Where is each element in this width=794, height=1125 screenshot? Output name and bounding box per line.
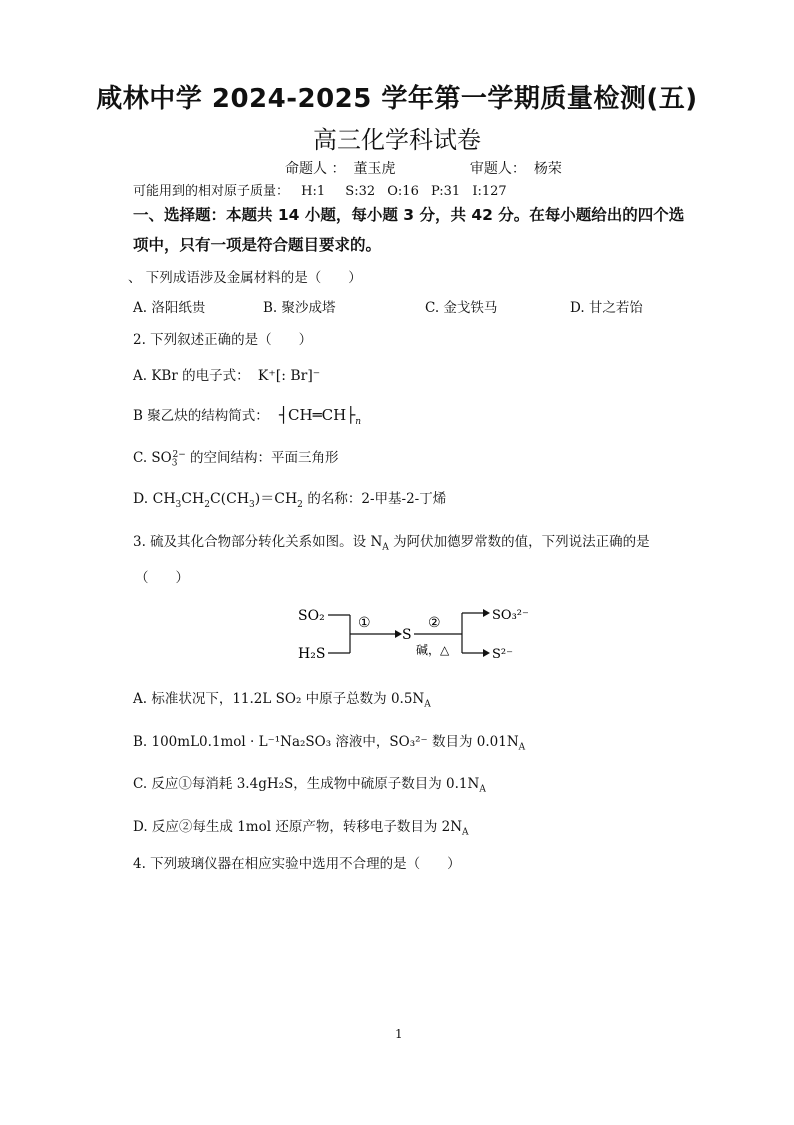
q2-option-d: D. $CH_3CH_2C(CH_3)=CH_2$ 的名称：2-甲基-2-丁烯 [133,491,447,510]
bracket-right-icon: ├ [346,406,356,424]
q3-stem-text: 3. 硫及其化合物部分转化关系如图。设 N [133,534,383,550]
arrow-head-icon [483,609,490,617]
page-number: 1 [395,1027,403,1041]
kbr-formula: K⁺[: Br]⁻ [257,368,321,384]
authors-line [285,158,570,178]
q3-option-b-text: B. 100mL0.1mol · L⁻¹Na₂SO₃ 溶液中，SO₃²⁻ 数目为 0.01N [133,734,519,750]
s-label: S [402,627,412,643]
q2-stem: 2. 下列叙述正确的是（ ） [133,332,313,348]
na-sub: A [462,827,469,838]
arrow-head-icon [395,630,402,638]
proposer-name: 董玉虎 [353,161,396,177]
polyacetylene-unit: CH═CH [288,406,347,424]
q2-option-c-text: 的空间结构：平面三角形 [185,450,339,466]
q1-stem: 、 下列成语涉及金属材料的是（ ） [128,270,362,286]
atomic-mass-item: H:1 [301,184,326,199]
q3-option-c-text: C. 反应①每消耗 3.4gH₂S，生成物中硫原子数目为 0.1N [133,776,480,792]
q1-option-d: D. 甘之若饴 [570,300,643,316]
na-sub: A [518,742,526,753]
q3-option-a-text: A. 标准状况下，11.2L SO₂ 中原子总数为 0.5N [133,691,425,707]
exam-title: 咸林中学 2024-2025 学年第一学期质量检测(五) [96,84,698,114]
arrow-head-icon [483,649,490,657]
h2s-label: H₂S [298,646,326,662]
q3-bracket: （ ） [135,570,189,586]
q2-option-d-text: 的名称：2-甲基-2-丁烯 [307,491,447,507]
step-1-label: ① [358,615,371,631]
reviewer-label: 审题人： [469,161,526,177]
atomic-masses-label: 可能用到的相对原子质量： [133,184,290,199]
q2-option-b [133,404,361,427]
atomic-mass-item: P:31 [431,184,461,199]
so2-label: SO₂ [298,608,325,624]
q1-option-c: C. 金戈铁马 [425,300,498,316]
q1-option-a: A. 洛阳纸贵 [133,300,206,316]
atomic-mass-item: I:127 [472,184,507,199]
q3-stem-rest: 为阿伏加德罗常数的值，下列说法正确的是 [388,534,650,550]
q2-option-c-label: C. SO [133,450,172,466]
s2-product-label: S²⁻ [492,647,513,662]
q2-option-a [133,364,320,384]
q3-option-a [133,687,431,710]
exam-subtitle: 高三化学科试卷 [313,126,481,154]
q3-option-b [133,730,525,753]
q4-stem: 4. 下列玻璃仪器在相应实验中选用不合理的是（ ） [133,856,461,872]
q3-option-d [133,815,469,838]
atomic-masses [133,180,515,199]
q1-option-b: B. 聚沙成塔 [263,300,336,316]
q2-option-d-label: D. CH [133,491,176,507]
condition-label: 碱，△ [416,643,450,657]
na-sub: A [424,699,431,710]
section-heading-line2: 项中，只有一项是符合题目要求的。 [133,236,382,254]
atomic-mass-item: O:16 [387,184,419,199]
reviewer-name: 杨荣 [533,161,562,177]
q3-stem-sub: A [382,542,389,553]
polymer-n: n [355,417,362,427]
q2-option-b-text: B 聚乙炔的结构简式： [133,408,269,424]
na-sub: A [479,784,486,795]
q3-option-d-text: D. 反应②每生成 1mol 还原产物，转移电子数目为 2N [133,819,463,835]
q2-option-c [133,446,339,469]
polyacetylene-formula [279,406,362,427]
proposer-label: 命题人 ： [285,161,346,177]
q3-option-c [133,772,486,795]
section-heading-line1: 一、选择题：本题共 14 小题，每小题 3 分，共 42 分。在每小题给出的四个选 [133,206,685,224]
atomic-mass-item: S:32 [345,184,376,199]
step-2-label: ② [428,615,441,631]
sulfur-conversion-diagram [290,598,530,668]
q2-option-a-text: A. KBr 的电子式： [133,368,250,384]
q3-stem [133,530,650,553]
so3-sub: 3 [171,458,178,469]
bracket-left-icon: ┤ [279,406,289,424]
so3-product-label: SO₃²⁻ [492,608,529,623]
so3-charge: 2− [172,449,186,460]
